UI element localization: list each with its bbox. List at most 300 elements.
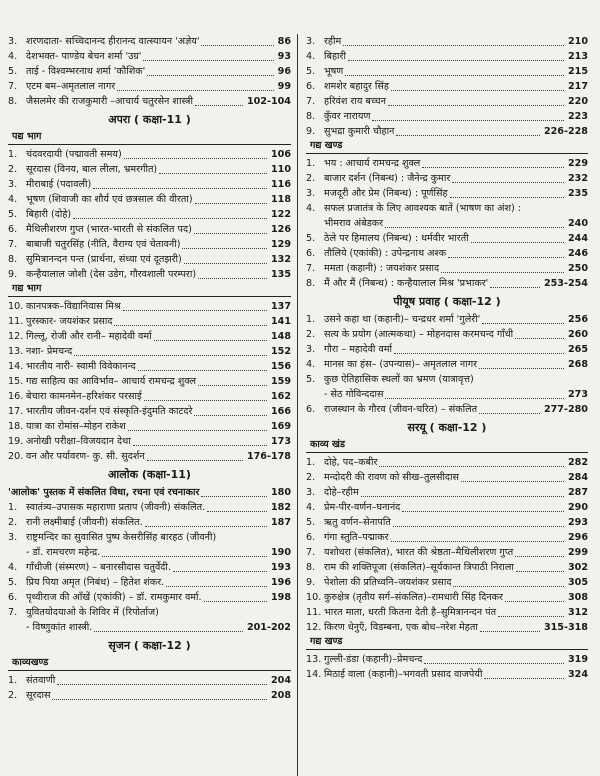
- leader-dots: [422, 167, 564, 168]
- alok-heading: आलोक (कक्षा-11): [108, 468, 191, 481]
- toc-row-page: 299: [567, 547, 588, 558]
- toc-row-number: 9.: [306, 577, 316, 588]
- toc-row-page: 156: [270, 361, 291, 372]
- srijan-heading: सृजन ( कक्षा-12 ): [108, 639, 191, 652]
- alok-intro-page: 180: [270, 487, 291, 498]
- toc-row: [8, 34, 291, 49]
- right-gadya2-list: [306, 652, 588, 682]
- toc-row-number: 7.: [306, 547, 316, 558]
- toc-row: [8, 688, 291, 703]
- toc-row-number: 19.: [8, 436, 24, 447]
- toc-row-page: 217: [567, 81, 588, 92]
- toc-row-page: 137: [270, 301, 291, 312]
- toc-row: [306, 327, 588, 342]
- leader-dots: [198, 278, 267, 279]
- toc-row: [8, 530, 291, 545]
- toc-row: [8, 590, 291, 605]
- toc-row-number: 2.: [306, 173, 316, 184]
- toc-row: [306, 652, 588, 667]
- toc-row: [306, 560, 588, 575]
- toc-row-title: मिठाई वाला (कहानी)–भगवती प्रसाद वाजपेयी: [324, 669, 483, 680]
- toc-row-page: 290: [567, 502, 588, 513]
- right-gadya-list: [306, 156, 588, 291]
- toc-row: [306, 372, 588, 387]
- toc-row-title: गद्य साहित्य का आविर्भाव– आचार्य रामचन्द्र शुक्ल: [26, 376, 196, 387]
- toc-row-title: अनोखी परीक्षा–विजयदान देथा: [26, 436, 131, 447]
- toc-row-number: 16.: [8, 391, 24, 402]
- toc-row-title: गाँधीजी (संस्मरण) – बनारसीदास चतुर्वेदी.: [26, 562, 171, 573]
- saryu-heading: सरयू ( कक्षा-12 ): [407, 421, 487, 434]
- toc-row-number: 4.: [8, 194, 18, 205]
- toc-row-title: तौलिये (एकांकी) : उपेन्द्रनाथ अश्क: [324, 248, 447, 259]
- toc-row-page: 235: [567, 188, 588, 199]
- toc-row-title: दोहे–रहीम: [324, 487, 359, 498]
- leader-dots: [52, 699, 266, 700]
- leader-dots: [379, 466, 564, 467]
- right-gadya-label: गद्य खण्ड: [306, 139, 588, 154]
- toc-row-title: ताई - विश्वम्भरनाथ शर्मा 'कौशिक': [26, 66, 146, 77]
- toc-row-number: 1.: [306, 314, 316, 325]
- toc-row-page: 302: [567, 562, 588, 573]
- toc-row: [8, 49, 291, 64]
- toc-row: [8, 314, 291, 329]
- toc-row-number: 20.: [8, 451, 24, 462]
- toc-row-page: 210: [567, 36, 588, 47]
- right-gadya2-label: गद्य खण्ड: [306, 635, 588, 650]
- toc-row-title: मन्दोदरी की रावण को सीख–तुलसीदास: [324, 472, 459, 483]
- toc-row-page: 284: [567, 472, 588, 483]
- leader-dots: [154, 340, 267, 341]
- toc-row-title: भूषण: [324, 66, 344, 77]
- toc-row-title: बिहारी (दोहे): [26, 209, 72, 220]
- padya-label: पद्य भाग: [8, 130, 291, 145]
- toc-row: [8, 575, 291, 590]
- toc-row-title: किरण धेनुएँ, विडम्बना, एक बोध–नरेश मेहता: [324, 622, 478, 633]
- gadya-list: [8, 299, 291, 464]
- toc-row-page: 187: [270, 517, 291, 528]
- toc-row-title: पेशोला की प्रतिध्वनि–जयशंकर प्रसाद: [324, 577, 452, 588]
- toc-row-number: 6.: [306, 532, 316, 543]
- toc-row: [306, 575, 588, 590]
- toc-row-title: कुछ ऐतिहासिक स्थलों का भ्रमण (यात्रावृत्त): [324, 374, 474, 385]
- toc-row: [8, 359, 291, 374]
- toc-row-number: 14.: [306, 669, 322, 680]
- toc-row-title: गुल्ली-डंडा (कहानी)–प्रेमचन्द: [324, 654, 423, 665]
- toc-row: [306, 470, 588, 485]
- leader-dots: [424, 663, 564, 664]
- toc-row-page: 162: [270, 391, 291, 402]
- toc-row-number: 13.: [8, 346, 24, 357]
- toc-row-title: राजस्थान के गौरव (जीवन-चरित) – संकलित: [324, 404, 478, 415]
- alok-intro-title: 'आलोक' पुस्तक में संकलित विधा, रचना एवं रचनाकार: [8, 487, 200, 498]
- leader-dots: [505, 601, 564, 602]
- toc-row: [306, 387, 588, 402]
- toc-row: [306, 79, 588, 94]
- toc-row-page: 256: [567, 314, 588, 325]
- toc-row-page: 220: [567, 96, 588, 107]
- right-kavya-list: [306, 455, 588, 635]
- leader-dots: [207, 511, 267, 512]
- leader-dots: [194, 415, 267, 416]
- toc-row-title: मानस का हंस– (उपन्यास)– अमृतलाल नागर: [324, 359, 478, 370]
- leader-dots: [184, 263, 267, 264]
- toc-row-number: 5.: [306, 233, 316, 244]
- toc-row: [8, 620, 291, 635]
- left-column: [8, 34, 298, 776]
- toc-row-number: 3.: [306, 344, 316, 355]
- toc-row-number: 1.: [306, 457, 316, 468]
- toc-row: [8, 515, 291, 530]
- toc-row-title: सफल प्रजातंत्र के लिए आवश्यक बातें (भाषण का अंश) :: [324, 203, 522, 214]
- toc-row-number: 5.: [306, 374, 316, 385]
- toc-row-number: 6.: [306, 248, 316, 259]
- toc-row-number: 10.: [306, 592, 322, 603]
- leader-dots: [73, 218, 267, 219]
- toc-row-page: 296: [567, 532, 588, 543]
- toc-row: [306, 156, 588, 171]
- toc-row: [8, 94, 291, 109]
- right-kavya-label: काव्य खंड: [306, 438, 588, 453]
- toc-row-page: 312: [567, 607, 588, 618]
- alok-intro-row: [8, 485, 291, 500]
- leader-dots: [482, 323, 564, 324]
- toc-row-page: 201-202: [246, 622, 291, 633]
- toc-row: [8, 177, 291, 192]
- leader-dots: [361, 496, 564, 497]
- toc-row-number: 7.: [8, 607, 18, 618]
- toc-row-title: गौरा – महादेवी वर्मा: [324, 344, 393, 355]
- toc-row-number: 5.: [8, 209, 18, 220]
- toc-row: [306, 124, 588, 139]
- leader-dots: [182, 248, 267, 249]
- srijan-list: [8, 673, 291, 703]
- toc-row-number: 8.: [8, 254, 18, 265]
- toc-row-number: 6.: [8, 224, 18, 235]
- toc-row-title: रानी लक्ष्मीबाई (जीवनी) संकलित.: [26, 517, 143, 528]
- toc-row-title: प्रिय पिया अमृत (निबंध) – हितेश शंकर.: [26, 577, 165, 588]
- toc-row-number: 4.: [8, 562, 18, 573]
- leader-dots: [204, 601, 267, 602]
- toc-row-page: 169: [270, 421, 291, 432]
- toc-row: [306, 64, 588, 79]
- toc-row: [306, 201, 588, 216]
- toc-row: [306, 186, 588, 201]
- toc-row-page: 148: [270, 331, 291, 342]
- toc-row-title: - विष्णुकांत शास्त्री.: [26, 622, 93, 633]
- toc-row-title: कुँवर नारायण: [324, 111, 371, 122]
- toc-row-page: 129: [270, 239, 291, 250]
- toc-row-page: 110: [270, 164, 291, 175]
- leader-dots: [147, 460, 243, 461]
- leader-dots: [471, 242, 564, 243]
- toc-row: [306, 312, 588, 327]
- padya-list: [8, 147, 291, 282]
- toc-row-page: 246: [567, 248, 588, 259]
- toc-row-number: 8.: [306, 111, 316, 122]
- toc-row-page: 315-318: [543, 622, 588, 633]
- toc-row-page: 324: [567, 669, 588, 680]
- leader-dots: [194, 233, 267, 234]
- leader-dots: [201, 496, 267, 497]
- toc-row-title: सत्य के प्रयोग (आत्मकथा) – मोहनदास करमचन्द गाँधी: [324, 329, 514, 340]
- toc-row-number: 6.: [306, 81, 316, 92]
- apara-heading: अपरा ( कक्षा-11 ): [108, 113, 191, 126]
- leader-dots: [128, 430, 267, 431]
- toc-row: [8, 344, 291, 359]
- toc-row: [306, 109, 588, 124]
- toc-row-number: 8.: [306, 562, 316, 573]
- toc-row-page: 223: [567, 111, 588, 122]
- toc-row-page: 132: [270, 254, 291, 265]
- toc-row-number: 3.: [8, 532, 18, 543]
- toc-row-title: ठेले पर हिमालय (निबन्ध) : धर्मवीर भारती: [324, 233, 469, 244]
- toc-row-title: भारत माता, धरती कितना देती है–सुमित्रानन्दन पंत: [324, 607, 497, 618]
- toc-row-title: जैसलमेर की राजकुमारी –आचार्य चतुरसेन शास्त्री: [26, 96, 193, 107]
- toc-row-number: 2.: [8, 517, 18, 528]
- toc-row-page: 244: [567, 233, 588, 244]
- toc-row-number: 2.: [8, 690, 18, 701]
- toc-row-title: बिहारी: [324, 51, 346, 62]
- toc-row-title: - डॉ. रामचरण महेन्द्र.: [26, 547, 101, 558]
- toc-row-page: 208: [270, 690, 291, 701]
- toc-row-page: 319: [567, 654, 588, 665]
- toc-row-title: भारतीय नारी- स्वामी विवेकानन्द: [26, 361, 136, 372]
- toc-row-number: 3.: [8, 36, 18, 47]
- toc-row-number: 8.: [8, 96, 18, 107]
- toc-row: [306, 530, 588, 545]
- leader-dots: [480, 631, 540, 632]
- toc-row: [8, 64, 291, 79]
- toc-row-title: उसने कहा था (कहानी)– चन्द्रधर शर्मा 'गुलेरी': [324, 314, 481, 325]
- toc-row-number: 13.: [306, 654, 322, 665]
- leader-dots: [198, 385, 267, 386]
- toc-row-title: चंदवरदायी (पद्मावती समय): [26, 149, 122, 160]
- leader-dots: [461, 481, 564, 482]
- leader-dots: [145, 526, 267, 527]
- leader-dots: [348, 60, 564, 61]
- leader-dots: [166, 586, 267, 587]
- toc-row-page: 240: [567, 218, 588, 229]
- toc-row-page: 99: [277, 81, 291, 92]
- toc-row-page: 253-254: [543, 278, 588, 289]
- toc-row-number: 6.: [8, 592, 18, 603]
- toc-row-page: 93: [277, 51, 291, 62]
- toc-row-number: 18.: [8, 421, 24, 432]
- toc-row-page: 293: [567, 517, 588, 528]
- toc-row-number: 5.: [306, 517, 316, 528]
- leader-dots: [388, 105, 564, 106]
- toc-row-page: 226-228: [543, 126, 588, 137]
- toc-row: [8, 192, 291, 207]
- toc-row-title: मैथिलीशरण गुप्त (भारत-भारती से संकलित पद): [26, 224, 192, 235]
- leader-dots: [385, 227, 564, 228]
- leader-dots: [394, 353, 564, 354]
- toc-row-title: शमशेर बहादुर सिंह: [324, 81, 389, 92]
- toc-row: [8, 329, 291, 344]
- leader-dots: [490, 287, 540, 288]
- toc-row-number: 17.: [8, 406, 24, 417]
- toc-row-page: 116: [270, 179, 291, 190]
- toc-row-number: 9.: [8, 269, 18, 280]
- toc-row-number: 12.: [8, 331, 24, 342]
- toc-row-number: 14.: [8, 361, 24, 372]
- toc-row: [8, 545, 291, 560]
- toc-row-page: 265: [567, 344, 588, 355]
- toc-row-page: 96: [277, 66, 291, 77]
- toc-row-title: भारतीय जीवन-दर्शन एवं संस्कृति-इंदुमति काटदरे: [26, 406, 193, 417]
- leader-dots: [479, 368, 564, 369]
- toc-row-title: बाबाजी चतुरसिंह (नीति, वैराग्य एवं चेतावनी): [26, 239, 181, 250]
- right-top-list: [306, 34, 588, 139]
- leader-dots: [133, 445, 267, 446]
- leader-dots: [93, 188, 267, 189]
- toc-row-number: 5.: [8, 66, 18, 77]
- toc-row-page: 273: [567, 389, 588, 400]
- toc-row-number: 3.: [306, 188, 316, 199]
- toc-row-number: 10.: [8, 301, 24, 312]
- toc-row-title: - सेठ गोविन्ददास: [324, 389, 384, 400]
- leader-dots: [450, 197, 564, 198]
- toc-row: [8, 389, 291, 404]
- toc-row: [306, 485, 588, 500]
- leader-dots: [159, 173, 267, 174]
- toc-row-number: 2.: [8, 164, 18, 175]
- toc-row-page: 122: [270, 209, 291, 220]
- toc-row: [8, 449, 291, 464]
- toc-row-number: 3.: [306, 36, 316, 47]
- toc-row: [8, 79, 291, 94]
- toc-row: [306, 667, 588, 682]
- toc-row-title: स्वातंत्र्य–उपासक महाराणा प्रताप (जीवनी) संकलित.: [26, 502, 206, 513]
- toc-row: [306, 590, 588, 605]
- toc-row-number: 2.: [306, 472, 316, 483]
- toc-row-page: 102-104: [246, 96, 291, 107]
- toc-row: [306, 231, 588, 246]
- toc-row-number: 4.: [306, 51, 316, 62]
- leader-dots: [453, 586, 564, 587]
- toc-row-page: 126: [270, 224, 291, 235]
- toc-row: [306, 455, 588, 470]
- leader-dots: [94, 631, 243, 632]
- toc-row-title: सुभद्रा कुमारी चौहान: [324, 126, 395, 137]
- leader-dots: [74, 355, 267, 356]
- toc-row: [306, 357, 588, 372]
- toc-row-page: 152: [270, 346, 291, 357]
- toc-row-page: 159: [270, 376, 291, 387]
- leader-dots: [452, 182, 564, 183]
- leader-dots: [516, 571, 564, 572]
- toc-row-number: 1.: [8, 502, 18, 513]
- toc-row-number: 1.: [8, 149, 18, 160]
- toc-row: [306, 342, 588, 357]
- toc-row-title: यात्रा का रोमांस–मोहन राकेश: [26, 421, 126, 432]
- toc-row: [8, 207, 291, 222]
- toc-row-title: पुरस्कार- जयशंकर प्रसाद: [26, 316, 113, 327]
- leader-dots: [57, 684, 267, 685]
- toc-row: [306, 261, 588, 276]
- leader-dots: [372, 120, 564, 121]
- right-column: [298, 34, 588, 776]
- leader-dots: [396, 135, 540, 136]
- toc-row-number: 3.: [306, 487, 316, 498]
- toc-row-page: 260: [567, 329, 588, 340]
- toc-row-number: 1.: [8, 675, 18, 686]
- leader-dots: [393, 526, 564, 527]
- leader-dots: [138, 370, 267, 371]
- toc-row-page: 141: [270, 316, 291, 327]
- leader-dots: [515, 338, 564, 339]
- toc-row-page: 308: [567, 592, 588, 603]
- toc-row-number: 4.: [306, 359, 316, 370]
- leader-dots: [201, 45, 273, 46]
- toc-row: [306, 94, 588, 109]
- toc-row-title: प्रेम-पीर-वर्णन–घनानंद: [324, 502, 401, 513]
- toc-row-title: पृथ्वीराज की आँखें (एकांकी) – डॉ. रामकुमार वर्मा.: [26, 592, 202, 603]
- toc-row-title: भय : आचार्य रामचन्द्र शुक्ल: [324, 158, 421, 169]
- toc-row-number: 4.: [306, 203, 316, 214]
- toc-row-title: भूषण (शिवाजी का शौर्य एवं छत्रसाल की वीरता): [26, 194, 193, 205]
- toc-row-number: 6.: [306, 404, 316, 415]
- toc-row: [8, 560, 291, 575]
- toc-row-title: मैं और मैं (निबन्ध) : कन्हैयालाल मिश्र 'प्रभाकर': [324, 278, 489, 289]
- piyush-heading: पीयूष प्रवाह ( कक्षा-12 ): [393, 295, 501, 308]
- kavya-label: काव्यखण्ड: [8, 656, 291, 671]
- toc-row-number: 11.: [8, 316, 24, 327]
- toc-row: [8, 147, 291, 162]
- toc-row-page: 118: [270, 194, 291, 205]
- toc-row-title: संतवाणी: [26, 675, 56, 686]
- toc-row-number: 7.: [306, 263, 316, 274]
- toc-row: [8, 404, 291, 419]
- leader-dots: [147, 75, 273, 76]
- toc-row-title: यशोधरा (संकलित), भारत की श्रेष्ठता–मैथिलीशरण गुप्त: [324, 547, 514, 558]
- leader-dots: [102, 556, 267, 557]
- toc-row-title: रहीम: [324, 36, 342, 47]
- toc-row-title: बेचारा कामनमेन–हरिशंकर परसाई: [26, 391, 142, 402]
- toc-row-number: 15.: [8, 376, 24, 387]
- toc-row-title: बाजार दर्शन (निबन्ध) : जैनेन्द्र कुमार: [324, 173, 451, 184]
- toc-row-title: सूरदास: [26, 690, 51, 701]
- toc-row-page: 215: [567, 66, 588, 77]
- toc-row-page: 196: [270, 577, 291, 588]
- alok-list: [8, 500, 291, 635]
- leader-dots: [515, 556, 564, 557]
- toc-row-number: 4.: [8, 51, 18, 62]
- leader-dots: [143, 60, 273, 61]
- toc-row-page: 173: [270, 436, 291, 447]
- leader-dots: [385, 398, 564, 399]
- toc-row: [306, 246, 588, 261]
- toc-row: [306, 620, 588, 635]
- piyush-list: [306, 312, 588, 417]
- toc-row: [8, 237, 291, 252]
- gadya-label: गद्य भाग: [8, 282, 291, 297]
- toc-row: [306, 276, 588, 291]
- toc-row-number: 7.: [8, 81, 18, 92]
- toc-row: [8, 162, 291, 177]
- toc-row-title: मजदूरी और प्रेम (निबन्ध) : पूर्णसिंह: [324, 188, 448, 199]
- leader-dots: [479, 413, 540, 414]
- leader-dots: [144, 400, 267, 401]
- toc-row-number: 2.: [306, 329, 316, 340]
- toc-row-number: 8.: [306, 278, 316, 289]
- toc-row: [306, 402, 588, 417]
- toc-row: [306, 34, 588, 49]
- toc-row-title: शरणदाता- सच्चिदानन्द हीरानन्द वात्स्यायन 'अज्ञेय': [26, 36, 200, 47]
- leader-dots: [173, 571, 267, 572]
- toc-row-page: 229: [567, 158, 588, 169]
- toc-row-title: सुमित्रानन्दन पन्त (प्रार्थना, संध्या एवं दूतझरी): [26, 254, 182, 265]
